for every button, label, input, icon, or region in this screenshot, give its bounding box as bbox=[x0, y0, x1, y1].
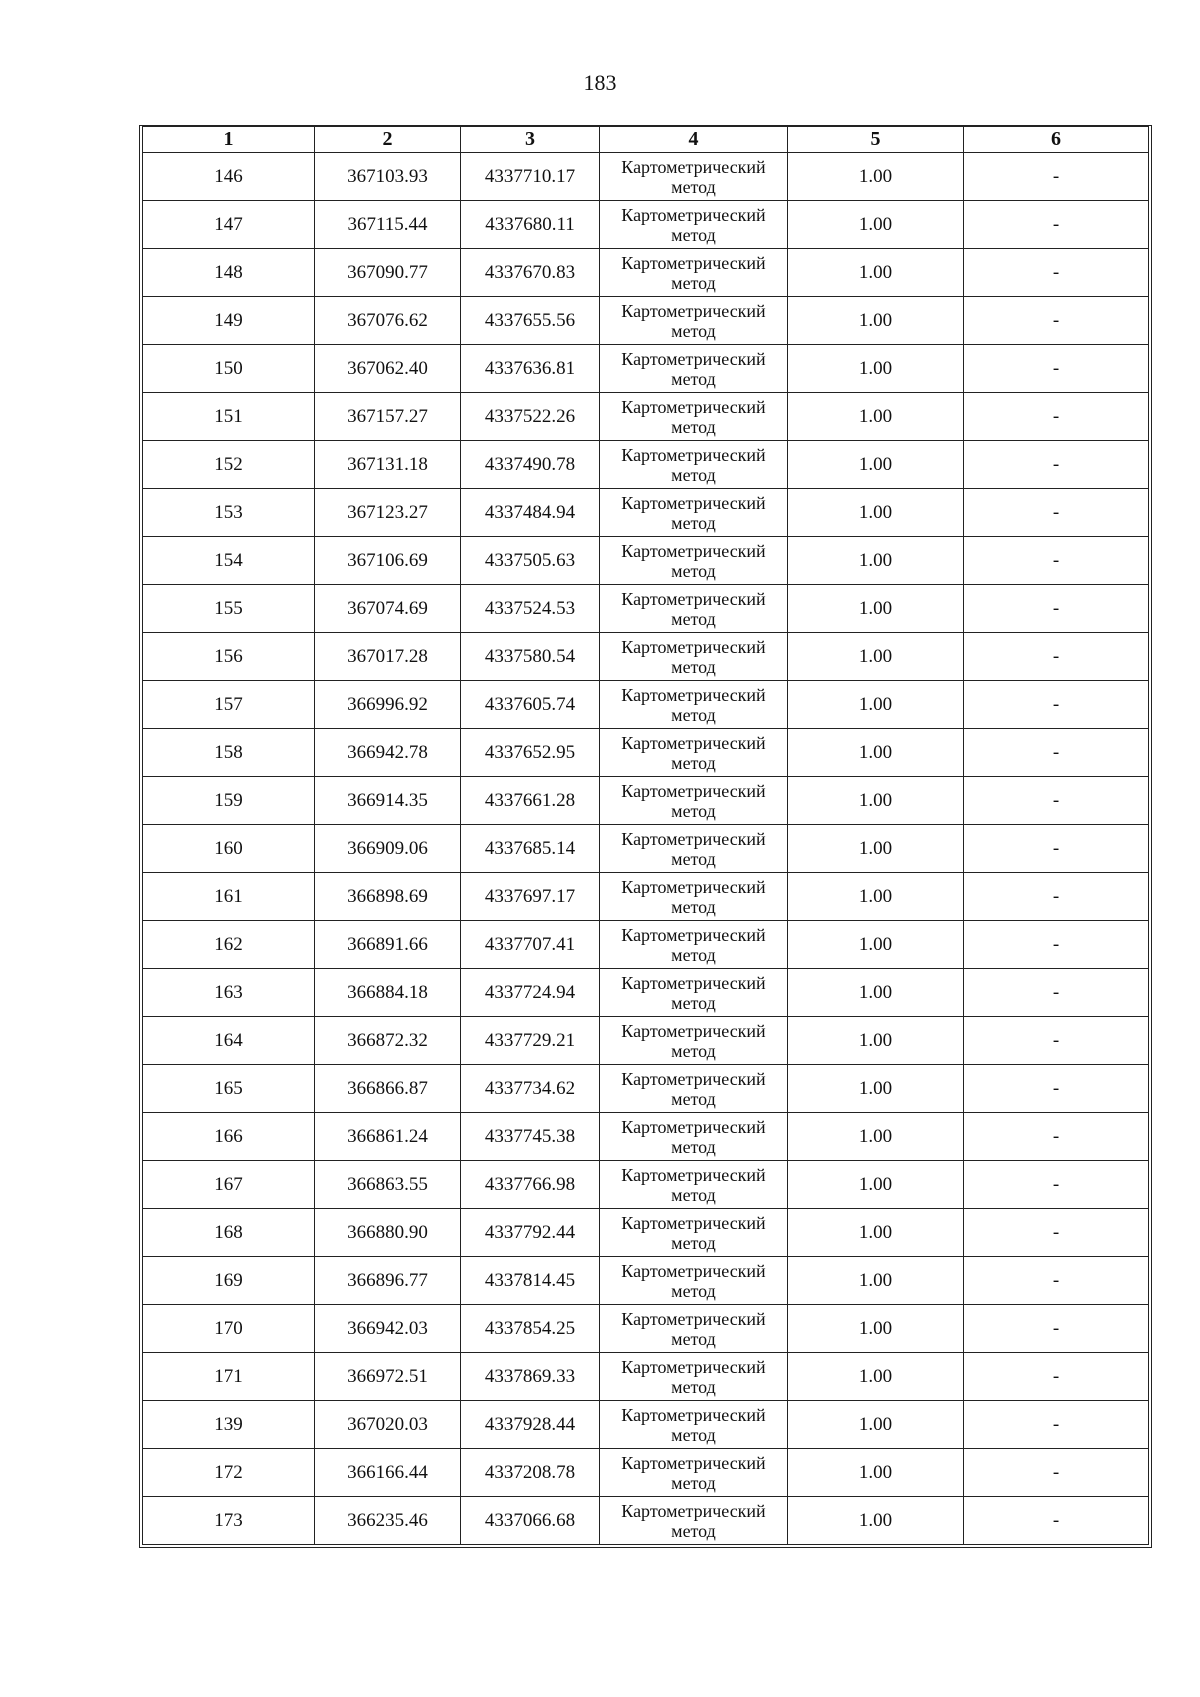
method-cell bbox=[600, 1497, 788, 1545]
table-row bbox=[143, 249, 1149, 297]
x-coordinate-cell: 366866.87 bbox=[315, 1065, 461, 1113]
note-cell: - bbox=[964, 1449, 1149, 1497]
table-row bbox=[143, 441, 1149, 489]
coordinates-table bbox=[142, 126, 1149, 1545]
method-cell bbox=[600, 249, 788, 297]
table-row bbox=[143, 345, 1149, 393]
point-number-cell: 167 bbox=[143, 1161, 315, 1209]
note-cell: - bbox=[964, 585, 1149, 633]
accuracy-cell: 1.00 bbox=[788, 1401, 964, 1449]
method-cell bbox=[600, 201, 788, 249]
column-header-1: 1 bbox=[143, 127, 315, 153]
accuracy-cell: 1.00 bbox=[788, 249, 964, 297]
x-coordinate-cell: 366884.18 bbox=[315, 969, 461, 1017]
method-cell bbox=[600, 777, 788, 825]
point-number-cell: 139 bbox=[143, 1401, 315, 1449]
table-row bbox=[143, 633, 1149, 681]
x-coordinate-cell: 366896.77 bbox=[315, 1257, 461, 1305]
method-cell bbox=[600, 969, 788, 1017]
point-number-cell: 148 bbox=[143, 249, 315, 297]
method-line-1: Картометрический bbox=[621, 1452, 766, 1473]
method-cell bbox=[600, 585, 788, 633]
method-cell bbox=[600, 729, 788, 777]
y-coordinate-cell: 4337490.78 bbox=[461, 441, 600, 489]
method-line-2: метод bbox=[671, 1136, 716, 1157]
table-header-row bbox=[143, 127, 1149, 153]
note-cell: - bbox=[964, 681, 1149, 729]
note-cell: - bbox=[964, 1209, 1149, 1257]
table-row bbox=[143, 1353, 1149, 1401]
column-header-6: 6 bbox=[964, 127, 1149, 153]
method-cell bbox=[600, 873, 788, 921]
table-row bbox=[143, 153, 1149, 201]
method-cell bbox=[600, 633, 788, 681]
accuracy-cell: 1.00 bbox=[788, 393, 964, 441]
method-line-1: Картометрический bbox=[621, 876, 766, 897]
method-line-2: метод bbox=[671, 176, 716, 197]
method-cell bbox=[600, 825, 788, 873]
method-line-2: метод bbox=[671, 464, 716, 485]
accuracy-cell: 1.00 bbox=[788, 1161, 964, 1209]
point-number-cell: 168 bbox=[143, 1209, 315, 1257]
accuracy-cell: 1.00 bbox=[788, 585, 964, 633]
point-number-cell: 155 bbox=[143, 585, 315, 633]
x-coordinate-cell: 367115.44 bbox=[315, 201, 461, 249]
note-cell: - bbox=[964, 1401, 1149, 1449]
accuracy-cell: 1.00 bbox=[788, 633, 964, 681]
y-coordinate-cell: 4337729.21 bbox=[461, 1017, 600, 1065]
point-number-cell: 151 bbox=[143, 393, 315, 441]
accuracy-cell: 1.00 bbox=[788, 681, 964, 729]
y-coordinate-cell: 4337505.63 bbox=[461, 537, 600, 585]
table-row bbox=[143, 1257, 1149, 1305]
table-row bbox=[143, 681, 1149, 729]
method-line-1: Картометрический bbox=[621, 540, 766, 561]
point-number-cell: 146 bbox=[143, 153, 315, 201]
coordinates-table-frame bbox=[139, 125, 1152, 1548]
point-number-cell: 161 bbox=[143, 873, 315, 921]
x-coordinate-cell: 367103.93 bbox=[315, 153, 461, 201]
table-row bbox=[143, 729, 1149, 777]
method-line-1: Картометрический bbox=[621, 1356, 766, 1377]
note-cell: - bbox=[964, 969, 1149, 1017]
y-coordinate-cell: 4337655.56 bbox=[461, 297, 600, 345]
accuracy-cell: 1.00 bbox=[788, 1257, 964, 1305]
point-number-cell: 149 bbox=[143, 297, 315, 345]
method-line-2: метод bbox=[671, 1232, 716, 1253]
method-line-2: метод bbox=[671, 1328, 716, 1349]
method-line-1: Картометрический bbox=[621, 972, 766, 993]
accuracy-cell: 1.00 bbox=[788, 489, 964, 537]
method-line-2: метод bbox=[671, 1424, 716, 1445]
x-coordinate-cell: 366880.90 bbox=[315, 1209, 461, 1257]
method-line-2: метод bbox=[671, 1280, 716, 1301]
method-line-1: Картометрический bbox=[621, 684, 766, 705]
y-coordinate-cell: 4337854.25 bbox=[461, 1305, 600, 1353]
accuracy-cell: 1.00 bbox=[788, 729, 964, 777]
y-coordinate-cell: 4337869.33 bbox=[461, 1353, 600, 1401]
y-coordinate-cell: 4337522.26 bbox=[461, 393, 600, 441]
table-row bbox=[143, 489, 1149, 537]
note-cell: - bbox=[964, 777, 1149, 825]
method-cell bbox=[600, 1065, 788, 1113]
table-row bbox=[143, 1161, 1149, 1209]
accuracy-cell: 1.00 bbox=[788, 537, 964, 585]
accuracy-cell: 1.00 bbox=[788, 1449, 964, 1497]
table-row bbox=[143, 537, 1149, 585]
point-number-cell: 158 bbox=[143, 729, 315, 777]
point-number-cell: 170 bbox=[143, 1305, 315, 1353]
x-coordinate-cell: 367123.27 bbox=[315, 489, 461, 537]
x-coordinate-cell: 367076.62 bbox=[315, 297, 461, 345]
accuracy-cell: 1.00 bbox=[788, 345, 964, 393]
method-line-1: Картометрический bbox=[621, 204, 766, 225]
method-cell bbox=[600, 1353, 788, 1401]
method-line-1: Картометрический bbox=[621, 1068, 766, 1089]
note-cell: - bbox=[964, 873, 1149, 921]
x-coordinate-cell: 367106.69 bbox=[315, 537, 461, 585]
method-line-2: метод bbox=[671, 848, 716, 869]
y-coordinate-cell: 4337605.74 bbox=[461, 681, 600, 729]
table-row bbox=[143, 393, 1149, 441]
note-cell: - bbox=[964, 537, 1149, 585]
method-line-1: Картометрический bbox=[621, 1164, 766, 1185]
note-cell: - bbox=[964, 297, 1149, 345]
accuracy-cell: 1.00 bbox=[788, 873, 964, 921]
x-coordinate-cell: 366898.69 bbox=[315, 873, 461, 921]
note-cell: - bbox=[964, 825, 1149, 873]
method-line-2: метод bbox=[671, 704, 716, 725]
method-line-1: Картометрический bbox=[621, 1500, 766, 1521]
note-cell: - bbox=[964, 1353, 1149, 1401]
x-coordinate-cell: 366942.78 bbox=[315, 729, 461, 777]
accuracy-cell: 1.00 bbox=[788, 1065, 964, 1113]
note-cell: - bbox=[964, 441, 1149, 489]
y-coordinate-cell: 4337766.98 bbox=[461, 1161, 600, 1209]
method-line-1: Картометрический bbox=[621, 300, 766, 321]
table-row bbox=[143, 969, 1149, 1017]
method-cell bbox=[600, 345, 788, 393]
method-line-1: Картометрический bbox=[621, 492, 766, 513]
method-line-2: метод bbox=[671, 368, 716, 389]
table-row bbox=[143, 297, 1149, 345]
page-number: 183 bbox=[583, 70, 617, 95]
point-number-cell: 171 bbox=[143, 1353, 315, 1401]
table-row bbox=[143, 1209, 1149, 1257]
method-line-2: метод bbox=[671, 320, 716, 341]
table-row bbox=[143, 873, 1149, 921]
y-coordinate-cell: 4337580.54 bbox=[461, 633, 600, 681]
note-cell: - bbox=[964, 153, 1149, 201]
note-cell: - bbox=[964, 1497, 1149, 1545]
method-cell bbox=[600, 393, 788, 441]
x-coordinate-cell: 366909.06 bbox=[315, 825, 461, 873]
method-line-1: Картометрический bbox=[621, 1404, 766, 1425]
y-coordinate-cell: 4337710.17 bbox=[461, 153, 600, 201]
accuracy-cell: 1.00 bbox=[788, 777, 964, 825]
method-line-2: метод bbox=[671, 512, 716, 533]
accuracy-cell: 1.00 bbox=[788, 921, 964, 969]
method-line-2: метод bbox=[671, 1376, 716, 1397]
accuracy-cell: 1.00 bbox=[788, 297, 964, 345]
note-cell: - bbox=[964, 249, 1149, 297]
method-cell bbox=[600, 441, 788, 489]
y-coordinate-cell: 4337814.45 bbox=[461, 1257, 600, 1305]
y-coordinate-cell: 4337661.28 bbox=[461, 777, 600, 825]
method-line-1: Картометрический bbox=[621, 396, 766, 417]
x-coordinate-cell: 367157.27 bbox=[315, 393, 461, 441]
method-line-2: метод bbox=[671, 1040, 716, 1061]
table-row bbox=[143, 921, 1149, 969]
table-row bbox=[143, 1401, 1149, 1449]
point-number-cell: 157 bbox=[143, 681, 315, 729]
point-number-cell: 163 bbox=[143, 969, 315, 1017]
method-cell bbox=[600, 921, 788, 969]
method-line-1: Картометрический bbox=[621, 1212, 766, 1233]
note-cell: - bbox=[964, 921, 1149, 969]
method-cell bbox=[600, 153, 788, 201]
method-line-2: метод bbox=[671, 608, 716, 629]
x-coordinate-cell: 366914.35 bbox=[315, 777, 461, 825]
point-number-cell: 159 bbox=[143, 777, 315, 825]
note-cell: - bbox=[964, 201, 1149, 249]
table-row bbox=[143, 201, 1149, 249]
method-line-2: метод bbox=[671, 416, 716, 437]
note-cell: - bbox=[964, 633, 1149, 681]
method-cell bbox=[600, 1305, 788, 1353]
method-cell bbox=[600, 1017, 788, 1065]
method-line-1: Картометрический bbox=[621, 1020, 766, 1041]
point-number-cell: 152 bbox=[143, 441, 315, 489]
point-number-cell: 154 bbox=[143, 537, 315, 585]
accuracy-cell: 1.00 bbox=[788, 1353, 964, 1401]
y-coordinate-cell: 4337680.11 bbox=[461, 201, 600, 249]
method-line-2: метод bbox=[671, 752, 716, 773]
note-cell: - bbox=[964, 1065, 1149, 1113]
x-coordinate-cell: 367062.40 bbox=[315, 345, 461, 393]
x-coordinate-cell: 366166.44 bbox=[315, 1449, 461, 1497]
column-header-5: 5 bbox=[788, 127, 964, 153]
point-number-cell: 150 bbox=[143, 345, 315, 393]
table-row bbox=[143, 1449, 1149, 1497]
note-cell: - bbox=[964, 345, 1149, 393]
table-row bbox=[143, 777, 1149, 825]
column-header-3: 3 bbox=[461, 127, 600, 153]
y-coordinate-cell: 4337792.44 bbox=[461, 1209, 600, 1257]
column-header-4: 4 bbox=[600, 127, 788, 153]
accuracy-cell: 1.00 bbox=[788, 201, 964, 249]
y-coordinate-cell: 4337928.44 bbox=[461, 1401, 600, 1449]
method-cell bbox=[600, 1401, 788, 1449]
method-line-2: метод bbox=[671, 656, 716, 677]
method-cell bbox=[600, 1449, 788, 1497]
method-line-2: метод bbox=[671, 944, 716, 965]
x-coordinate-cell: 367017.28 bbox=[315, 633, 461, 681]
note-cell: - bbox=[964, 1257, 1149, 1305]
point-number-cell: 166 bbox=[143, 1113, 315, 1161]
x-coordinate-cell: 366872.32 bbox=[315, 1017, 461, 1065]
y-coordinate-cell: 4337745.38 bbox=[461, 1113, 600, 1161]
method-line-1: Картометрический bbox=[621, 924, 766, 945]
method-line-2: метод bbox=[671, 1088, 716, 1109]
method-line-1: Картометрический bbox=[621, 780, 766, 801]
table-row bbox=[143, 1497, 1149, 1545]
accuracy-cell: 1.00 bbox=[788, 1497, 964, 1545]
method-line-2: метод bbox=[671, 1184, 716, 1205]
method-line-1: Картометрический bbox=[621, 444, 766, 465]
method-cell bbox=[600, 681, 788, 729]
y-coordinate-cell: 4337734.62 bbox=[461, 1065, 600, 1113]
method-line-1: Картометрический bbox=[621, 1116, 766, 1137]
x-coordinate-cell: 366972.51 bbox=[315, 1353, 461, 1401]
point-number-cell: 169 bbox=[143, 1257, 315, 1305]
method-cell bbox=[600, 537, 788, 585]
method-line-2: метод bbox=[671, 992, 716, 1013]
method-cell bbox=[600, 1161, 788, 1209]
table-row bbox=[143, 1065, 1149, 1113]
x-coordinate-cell: 367074.69 bbox=[315, 585, 461, 633]
note-cell: - bbox=[964, 1305, 1149, 1353]
y-coordinate-cell: 4337724.94 bbox=[461, 969, 600, 1017]
y-coordinate-cell: 4337066.68 bbox=[461, 1497, 600, 1545]
accuracy-cell: 1.00 bbox=[788, 1209, 964, 1257]
x-coordinate-cell: 366996.92 bbox=[315, 681, 461, 729]
point-number-cell: 165 bbox=[143, 1065, 315, 1113]
accuracy-cell: 1.00 bbox=[788, 825, 964, 873]
method-line-2: метод bbox=[671, 272, 716, 293]
method-line-1: Картометрический bbox=[621, 156, 766, 177]
method-line-1: Картометрический bbox=[621, 1308, 766, 1329]
y-coordinate-cell: 4337670.83 bbox=[461, 249, 600, 297]
accuracy-cell: 1.00 bbox=[788, 441, 964, 489]
x-coordinate-cell: 366235.46 bbox=[315, 1497, 461, 1545]
table-row bbox=[143, 825, 1149, 873]
y-coordinate-cell: 4337685.14 bbox=[461, 825, 600, 873]
method-line-1: Картометрический bbox=[621, 828, 766, 849]
accuracy-cell: 1.00 bbox=[788, 1113, 964, 1161]
y-coordinate-cell: 4337697.17 bbox=[461, 873, 600, 921]
y-coordinate-cell: 4337524.53 bbox=[461, 585, 600, 633]
method-cell bbox=[600, 1113, 788, 1161]
note-cell: - bbox=[964, 1113, 1149, 1161]
method-cell bbox=[600, 489, 788, 537]
point-number-cell: 162 bbox=[143, 921, 315, 969]
point-number-cell: 147 bbox=[143, 201, 315, 249]
table-row bbox=[143, 585, 1149, 633]
table-body bbox=[143, 153, 1149, 1545]
method-line-2: метод bbox=[671, 224, 716, 245]
method-line-1: Картометрический bbox=[621, 1260, 766, 1281]
x-coordinate-cell: 366891.66 bbox=[315, 921, 461, 969]
method-line-2: метод bbox=[671, 896, 716, 917]
x-coordinate-cell: 366863.55 bbox=[315, 1161, 461, 1209]
method-line-1: Картометрический bbox=[621, 732, 766, 753]
x-coordinate-cell: 367131.18 bbox=[315, 441, 461, 489]
method-cell bbox=[600, 1209, 788, 1257]
point-number-cell: 160 bbox=[143, 825, 315, 873]
accuracy-cell: 1.00 bbox=[788, 153, 964, 201]
x-coordinate-cell: 367020.03 bbox=[315, 1401, 461, 1449]
method-line-2: метод bbox=[671, 1520, 716, 1541]
method-cell bbox=[600, 297, 788, 345]
table-row bbox=[143, 1017, 1149, 1065]
x-coordinate-cell: 366861.24 bbox=[315, 1113, 461, 1161]
y-coordinate-cell: 4337484.94 bbox=[461, 489, 600, 537]
method-line-1: Картометрический bbox=[621, 588, 766, 609]
note-cell: - bbox=[964, 393, 1149, 441]
y-coordinate-cell: 4337636.81 bbox=[461, 345, 600, 393]
method-line-2: метод bbox=[671, 560, 716, 581]
method-line-1: Картометрический bbox=[621, 252, 766, 273]
x-coordinate-cell: 367090.77 bbox=[315, 249, 461, 297]
table-row bbox=[143, 1113, 1149, 1161]
note-cell: - bbox=[964, 1161, 1149, 1209]
point-number-cell: 153 bbox=[143, 489, 315, 537]
note-cell: - bbox=[964, 489, 1149, 537]
table-row bbox=[143, 1305, 1149, 1353]
x-coordinate-cell: 366942.03 bbox=[315, 1305, 461, 1353]
y-coordinate-cell: 4337652.95 bbox=[461, 729, 600, 777]
method-line-1: Картометрический bbox=[621, 636, 766, 657]
note-cell: - bbox=[964, 729, 1149, 777]
point-number-cell: 156 bbox=[143, 633, 315, 681]
accuracy-cell: 1.00 bbox=[788, 1305, 964, 1353]
y-coordinate-cell: 4337208.78 bbox=[461, 1449, 600, 1497]
column-header-2: 2 bbox=[315, 127, 461, 153]
method-line-2: метод bbox=[671, 800, 716, 821]
accuracy-cell: 1.00 bbox=[788, 969, 964, 1017]
y-coordinate-cell: 4337707.41 bbox=[461, 921, 600, 969]
method-line-1: Картометрический bbox=[621, 348, 766, 369]
accuracy-cell: 1.00 bbox=[788, 1017, 964, 1065]
point-number-cell: 172 bbox=[143, 1449, 315, 1497]
point-number-cell: 173 bbox=[143, 1497, 315, 1545]
note-cell: - bbox=[964, 1017, 1149, 1065]
method-cell bbox=[600, 1257, 788, 1305]
method-line-2: метод bbox=[671, 1472, 716, 1493]
point-number-cell: 164 bbox=[143, 1017, 315, 1065]
